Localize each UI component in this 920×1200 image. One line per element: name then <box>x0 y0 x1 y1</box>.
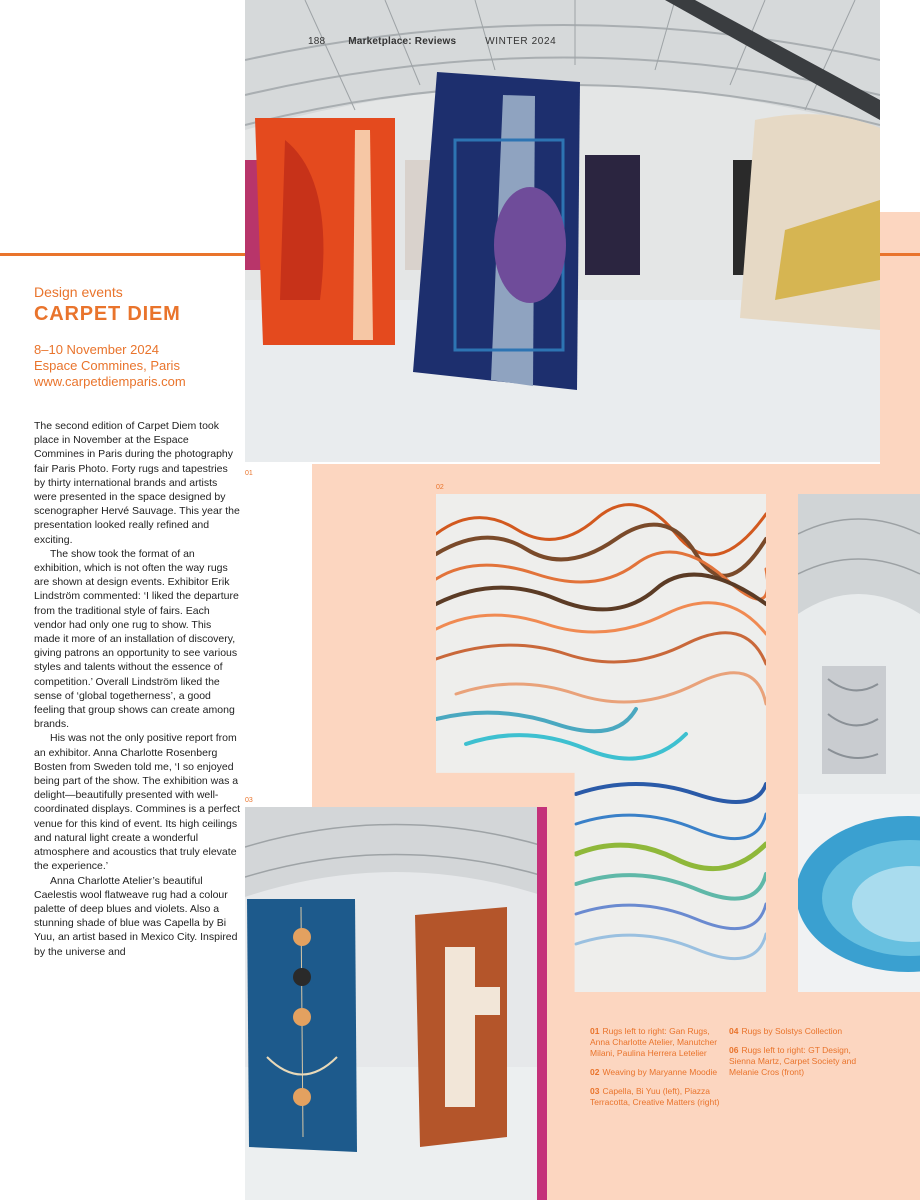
caption-01: 01 Rugs left to right: Gan Rugs, Anna Charlotte Atelier, Manutcher Milani, Paulina Herrera Letelier <box>590 1026 718 1058</box>
photo-exhibition-hall <box>245 0 880 462</box>
paragraph: The second edition of Carpet Diem took place in November at the Espace Commines in Paris during the photography fair Paris Photo. Forty rugs and tapestries by thirty international brands and artists were presented in the space designed by scenographer Hervé Sauvage. This year the presentation looked really refined and exciting. <box>34 420 240 546</box>
event-info <box>34 342 186 390</box>
event-website[interactable]: www.carpetdiemparis.com <box>34 374 186 389</box>
captions-right <box>729 1026 861 1086</box>
photo-capella-rugs <box>245 807 547 1200</box>
caption-02: 02 Weaving by Maryanne Moodie <box>590 1067 718 1077</box>
article-title: CARPET DIEM <box>34 303 181 325</box>
paragraph: The show took the format of an exhibition, which is not often the way rugs are shown at design events. Exhibitor Erik Lindström commented: ‘I liked the departure from the traditional style of fairs. Each vendor had only one rug to show. This made it more of an installation of discovery, giving patrons an opportunity to see various styles and talents without the essence of competition.’ Overall Lindström liked the sense of ‘global togetherness’, a good feeling that group shows can create among brands. <box>34 547 239 731</box>
caption-03: 03 Capella, Bi Yuu (left), Piazza Terracotta, Creative Matters (right) <box>590 1086 720 1107</box>
caption-04: 04 Rugs by Solstys Collection <box>729 1026 843 1036</box>
event-dates: 8–10 November 2024 <box>34 342 160 357</box>
photo-number-02: 02 <box>436 484 444 491</box>
photo-round-rug <box>798 494 920 992</box>
article-body <box>34 419 240 959</box>
caption-06: 06 Rugs left to right: GT Design, Sienna Martz, Carpet Society and Melanie Cros (front) <box>729 1045 857 1077</box>
captions-left <box>590 1026 722 1116</box>
folio <box>308 36 556 47</box>
paragraph: His was not the only positive report from an exhibitor. Anna Charlotte Rosenberg Bosten from Sweden told me, ‘I so enjoyed being part of the show. The exhibition was a delight—beautifully presented with well-coordinated displays. Commines is a perfect venue for this kind of event. Its high ceilings and natural light create a wonderful atmosphere and acoustics that truly elevate the experience.’ <box>34 732 241 873</box>
event-venue: Espace Commines, Paris <box>34 358 180 373</box>
photo-number-03: 03 <box>245 797 253 804</box>
section-name: Marketplace: Reviews <box>348 36 457 47</box>
issue-name: WINTER 2024 <box>485 36 557 47</box>
paragraph: Anna Charlotte Atelier’s beautiful Caelestis wool flatweave rug had a colour palette of deep blues and violets. Also a stunning shade of blue was Capella by Bi Yuu, an artist based in Mexico City. Inspired by the universe and <box>34 874 238 958</box>
kicker: Design events <box>34 284 123 300</box>
page-number: 188 <box>308 36 326 47</box>
photo-number-01: 01 <box>245 470 253 477</box>
peach-panel-right <box>880 212 920 465</box>
